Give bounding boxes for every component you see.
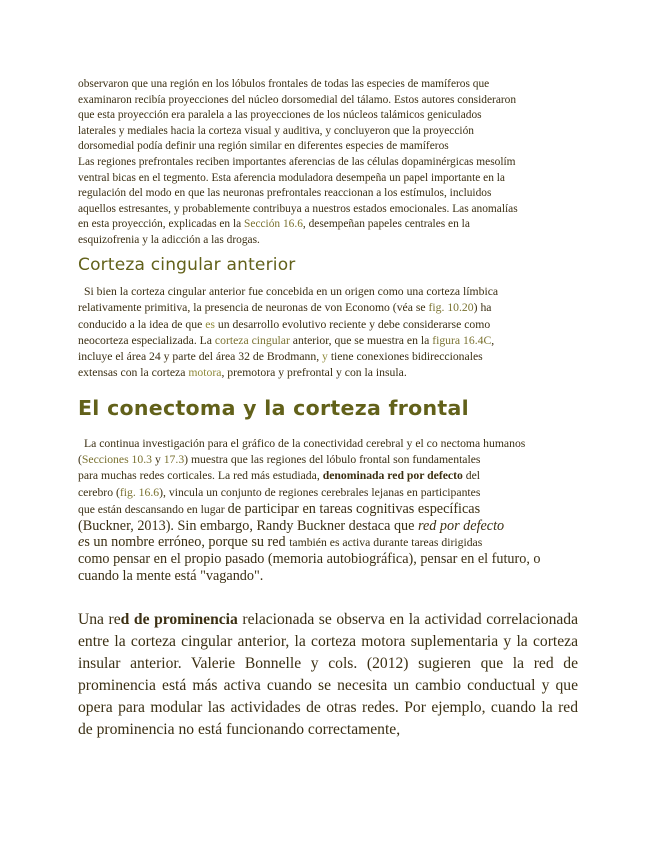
text-run: cerebro ( — [78, 485, 120, 499]
text-run: es — [205, 317, 215, 331]
text-line: dorsomedial podía definir una región similar en diferentes especies de mamíferos — [78, 140, 449, 153]
text-line: La continua investigación para el gráfico de la conectividad cerebral y el co nectoma humanos — [84, 437, 526, 450]
paragraph-salience-network — [78, 609, 578, 741]
text-run: extensas con la corteza — [78, 366, 189, 380]
text-run: ), vincula un conjunto de regiones cerebrales lejanas en participantes — [159, 485, 481, 499]
text-line — [78, 300, 583, 316]
text-run: ) ha — [473, 301, 492, 315]
text-run: relativamente primitiva, la presencia de neuronas de von Economo (véa se — [78, 301, 429, 315]
text-run: un desarrollo evolutivo reciente y debe considerarse como — [214, 317, 491, 331]
italic-term: e — [78, 534, 85, 551]
bold-term-salience-network: d de prominencia — [120, 611, 238, 628]
text-run: , premotora y prefrontal y con la insula. — [221, 366, 407, 380]
link-section-17-3[interactable]: 17.3 — [163, 453, 185, 467]
text-line: aquellos estresantes, y probablemente contribuya a nuestros estados emocionales. Las anomalías — [78, 202, 518, 215]
text-run: y — [152, 453, 164, 467]
text-line — [78, 349, 583, 365]
link-section-16-6[interactable]: Sección 16.6 — [244, 218, 303, 231]
text-line: laterales y mediales hacia la corteza visual y auditiva, y concluyeron que la proyección — [78, 124, 474, 137]
text-run: anterior, que se muestra en la — [289, 333, 433, 347]
link-fig-16-6[interactable]: fig. 16.6 — [119, 485, 160, 499]
bold-term-default-network: denominada red por defecto — [322, 469, 463, 483]
text-line — [78, 468, 583, 484]
text-run: que están descansando en lugar — [78, 502, 228, 516]
text-line: esquizofrenia y la adicción a las drogas. — [78, 233, 260, 246]
text-run: , desempeñan papeles centrales en la — [302, 218, 470, 231]
paragraph-connectome — [78, 436, 583, 584]
text-line — [78, 501, 583, 518]
text-line: Las regiones prefrontales reciben importantes aferencias de las células dopaminérgicas mesolím — [78, 155, 516, 168]
text-run: conducido a la idea de que — [78, 317, 206, 331]
text-line — [78, 485, 583, 501]
text-run: (Buckner, 2013). Sin embargo, Randy Buckner destaca que — [78, 518, 418, 535]
text-run: del — [462, 469, 481, 483]
text-line: Si bien la corteza cingular anterior fue concebida en un origen como una corteza límbica — [84, 285, 499, 298]
text-line — [78, 534, 583, 551]
text-run: relacionada se observa en la actividad correlacionada entre la corteza cingular anterior, la corteza motora suplementaria y la corteza insular anterior. Valerie Bonnelle y cols. (2012) sugieren que la red de prominencia está más activa cuando se necesita un cambio conductual y que opera para modular las actividades de otras redes. Por ejemplo, cuando la red de prominencia no está funcionando correctamente, — [78, 611, 579, 738]
text-line — [78, 365, 583, 381]
text-run: ) muestra que las regiones del lóbulo frontal son fundamentales — [184, 453, 481, 467]
italic-term: red por defecto — [417, 518, 505, 535]
text-run: y — [322, 350, 328, 364]
term-corteza-cingular: corteza cingular — [214, 333, 290, 347]
paragraph-anterior-cingulate — [78, 284, 583, 382]
text-run: de participar en tareas cognitivas específicas — [227, 500, 481, 517]
text-line: regulación del modo en que las neuronas prefrontales reaccionan a los estímulos, incluidos — [78, 187, 492, 200]
text-line — [78, 217, 583, 233]
text-run: también es activa durante tareas dirigidas — [289, 536, 483, 550]
text-line — [78, 452, 583, 468]
section-heading-connectome: El conectoma y la corteza frontal — [78, 396, 469, 420]
text-line: como pensar en el propio pasado (memoria autobiográfica), pensar en el futuro, o — [78, 551, 541, 568]
text-line — [78, 333, 583, 349]
text-run: Una re — [78, 611, 121, 628]
text-run: para muchas redes corticales. La red más estudiada, — [78, 469, 323, 483]
text-line: examinaron recibía proyecciones del núcleo dorsomedial del tálamo. Estos autores consideraron — [78, 93, 517, 106]
link-fig-10-20[interactable]: fig. 10.20 — [428, 301, 474, 315]
text-run: s un nombre erróneo, porque su red — [84, 534, 290, 551]
text-line: que esta proyección era paralela a las proyecciones de los núcleos talámicos geniculados — [78, 109, 482, 122]
text-run: neocorteza especializada. La — [78, 333, 215, 347]
text-line — [78, 518, 583, 534]
text-line — [78, 317, 583, 333]
text-run: ( — [78, 453, 82, 467]
text-line: cuando la mente está "vagando". — [78, 567, 264, 584]
paragraph-thalamic-projections — [78, 77, 583, 249]
text-line: observaron que una región en los lóbulos frontales de todas las especies de mamíferos que — [78, 78, 490, 90]
text-run: , — [491, 333, 495, 347]
text-run: tiene conexiones bidireccionales — [327, 350, 483, 364]
text-run: en esta proyección, explicadas en la — [78, 218, 245, 231]
text-run: incluye el área 24 y parte del área 32 de Brodmann, — [78, 350, 323, 364]
section-heading-anterior-cingulate: Corteza cingular anterior — [78, 255, 296, 275]
text-line: ventral bicas en el tegmento. Esta aferencia moduladora desempeña un papel importante en la — [78, 171, 505, 184]
text-run: motora — [188, 366, 222, 380]
link-sections-10-3[interactable]: Secciones 10.3 — [81, 453, 153, 467]
link-figura-16-4c[interactable]: figura 16.4C — [432, 333, 492, 347]
